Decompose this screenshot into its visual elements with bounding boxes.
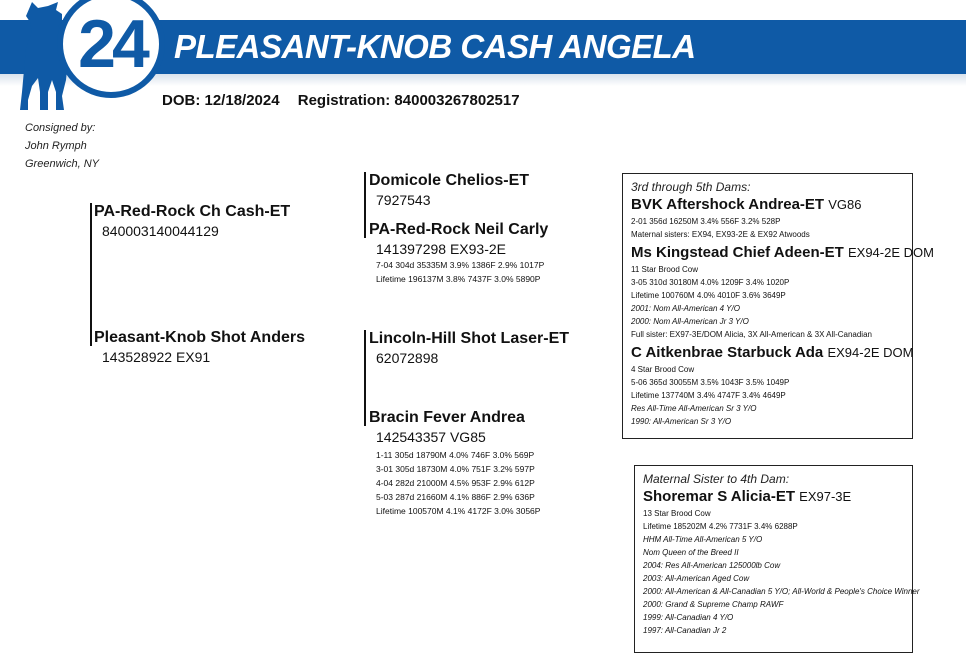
dam-dam-record: 3-01 305d 18730M 4.0% 751F 3.2% 597P xyxy=(376,464,535,474)
dam-sire-reg: 62072898 xyxy=(376,350,439,366)
sister-honor: 2004: Res All-American 125000lb Cow xyxy=(643,561,781,570)
sire-dam-record: 7-04 304d 35335M 3.9% 1386F 2.9% 1017P xyxy=(376,260,545,270)
fourth-dam-honor: 2001: Nom All-American 4 Y/O xyxy=(631,304,740,313)
consignor-label: Consigned by: xyxy=(25,122,96,134)
sister-name: Shoremar S Alicia-ET xyxy=(643,488,795,505)
dams-box xyxy=(622,173,934,439)
sister-honor: 2003: All-American Aged Cow xyxy=(643,574,750,583)
fifth-dam-line: Lifetime 137740M 3.4% 4747F 3.4% 4649P xyxy=(631,391,786,400)
sister-honor: 1999: All-Canadian 4 Y/O xyxy=(643,613,734,622)
dob: DOB: 12/18/2024 xyxy=(162,92,280,109)
consignor-block xyxy=(25,119,99,173)
sire-sire-entry xyxy=(369,171,529,209)
fifth-dam-name: C Aitkenbrae Starbuck Ada xyxy=(631,344,824,361)
fifth-dam-line: 5-06 365d 30055M 3.5% 1043F 3.5% 1049P xyxy=(631,378,790,387)
fifth-dam-entry xyxy=(631,343,914,428)
dam-dam-entry xyxy=(369,408,540,518)
animal-name: PLEASANT-KNOB CASH ANGELA xyxy=(174,28,696,65)
third-dam-name: BVK Aftershock Andrea-ET xyxy=(631,196,825,213)
dob-registration-line xyxy=(162,91,534,111)
sire-entry xyxy=(94,202,290,240)
sire-dam-name: PA-Red-Rock Neil Carly xyxy=(369,221,549,238)
sire-dam-entry xyxy=(369,220,548,286)
fourth-dam-name: Ms Kingstead Chief Adeen-ET xyxy=(631,244,844,261)
dam-sire-name: Lincoln-Hill Shot Laser-ET xyxy=(369,330,570,347)
dam-dam-record: 4-04 282d 21000M 4.5% 953F 2.9% 612P xyxy=(376,478,535,488)
fourth-dam-line: 3-05 310d 30180M 4.0% 1209F 3.4% 1020P xyxy=(631,278,790,287)
fourth-dam-full-sister: Full sister: EX97-3E/DOM Alicia, 3X All-American & 3X All-Canadian xyxy=(631,330,872,339)
third-dam-class: VG86 xyxy=(828,197,862,212)
sire-name: PA-Red-Rock Ch Cash-ET xyxy=(94,203,291,220)
consignor-location: Greenwich, NY xyxy=(25,158,99,170)
fifth-dam-honor: 1990: All-American Sr 3 Y/O xyxy=(631,417,732,426)
dam-dam-name: Bracin Fever Andrea xyxy=(369,409,525,426)
sire-sire-name: Domicole Chelios-ET xyxy=(369,172,530,189)
registration: Registration: 840003267802517 xyxy=(297,92,520,109)
sister-honor: 1997: All-Canadian Jr 2 xyxy=(643,626,727,635)
sire-sire-bracket-line xyxy=(364,172,366,238)
dam-name: Pleasant-Knob Shot Anders xyxy=(94,329,305,346)
sire-sire-reg: 7927543 xyxy=(376,192,431,208)
sister-class: EX97-3E xyxy=(799,489,852,504)
fifth-dam-honor: Res All-Time All-American Sr 3 Y/O xyxy=(631,404,757,413)
dams-box-title: 3rd through 5th Dams: xyxy=(631,180,751,194)
fourth-dam-line: 11 Star Brood Cow xyxy=(631,265,698,274)
dam-reg: 143528922 EX91 xyxy=(102,349,211,365)
dam-dam-record: Lifetime 100570M 4.1% 4172F 3.0% 3056P xyxy=(376,506,541,516)
sister-honor: 2000: Grand & Supreme Champ RAWF xyxy=(643,600,784,609)
dam-sire-entry xyxy=(369,329,569,367)
sire-bracket-line xyxy=(90,203,92,346)
sire-dam-record: Lifetime 196137M 3.8% 7437F 3.0% 5890P xyxy=(376,274,541,284)
dam-dam-reg: 142543357 VG85 xyxy=(376,429,486,445)
third-dam-line: 2-01 356d 16250M 3.4% 556F 3.2% 528P xyxy=(631,217,781,226)
fifth-dam-line: 4 Star Brood Cow xyxy=(631,365,695,374)
sister-honor: HHM All-Time All-American 5 Y/O xyxy=(643,535,763,544)
fourth-dam-class: EX94-2E DOM xyxy=(847,245,934,260)
sire-dam-reg: 141397298 EX93-2E xyxy=(376,241,506,257)
dam-bracket-line xyxy=(364,330,366,426)
sister-line: Lifetime 185202M 4.2% 7731F 3.4% 6288P xyxy=(643,522,798,531)
third-dam-line: Maternal sisters: EX94, EX93-2E & EX92 Atwoods xyxy=(631,230,810,239)
consignor-name: John Rymph xyxy=(25,140,87,152)
fourth-dam-line: Lifetime 100760M 4.0% 4010F 3.6% 3649P xyxy=(631,291,786,300)
fifth-dam-class: EX94-2E DOM xyxy=(827,345,914,360)
fourth-dam-entry xyxy=(631,243,934,341)
dam-entry xyxy=(94,328,305,366)
fourth-dam-honor: 2000: Nom All-American Jr 3 Y/O xyxy=(631,317,749,326)
maternal-sister-box xyxy=(634,465,920,653)
dam-dam-record: 1-11 305d 18790M 4.0% 746F 3.0% 569P xyxy=(376,450,535,460)
sister-honor: 2000: All-American & All-Canadian 5 Y/O; All-World & People's Choice Winner xyxy=(643,587,920,596)
sire-reg: 840003140044129 xyxy=(102,223,219,239)
sister-box-title: Maternal Sister to 4th Dam: xyxy=(643,472,790,486)
lot-number: 24 xyxy=(78,6,146,82)
sister-honor: Nom Queen of the Breed II xyxy=(643,548,739,557)
dam-dam-record: 5-03 287d 21660M 4.1% 886F 2.9% 636P xyxy=(376,492,535,502)
sister-line: 13 Star Brood Cow xyxy=(643,509,711,518)
third-dam-entry xyxy=(631,195,904,241)
